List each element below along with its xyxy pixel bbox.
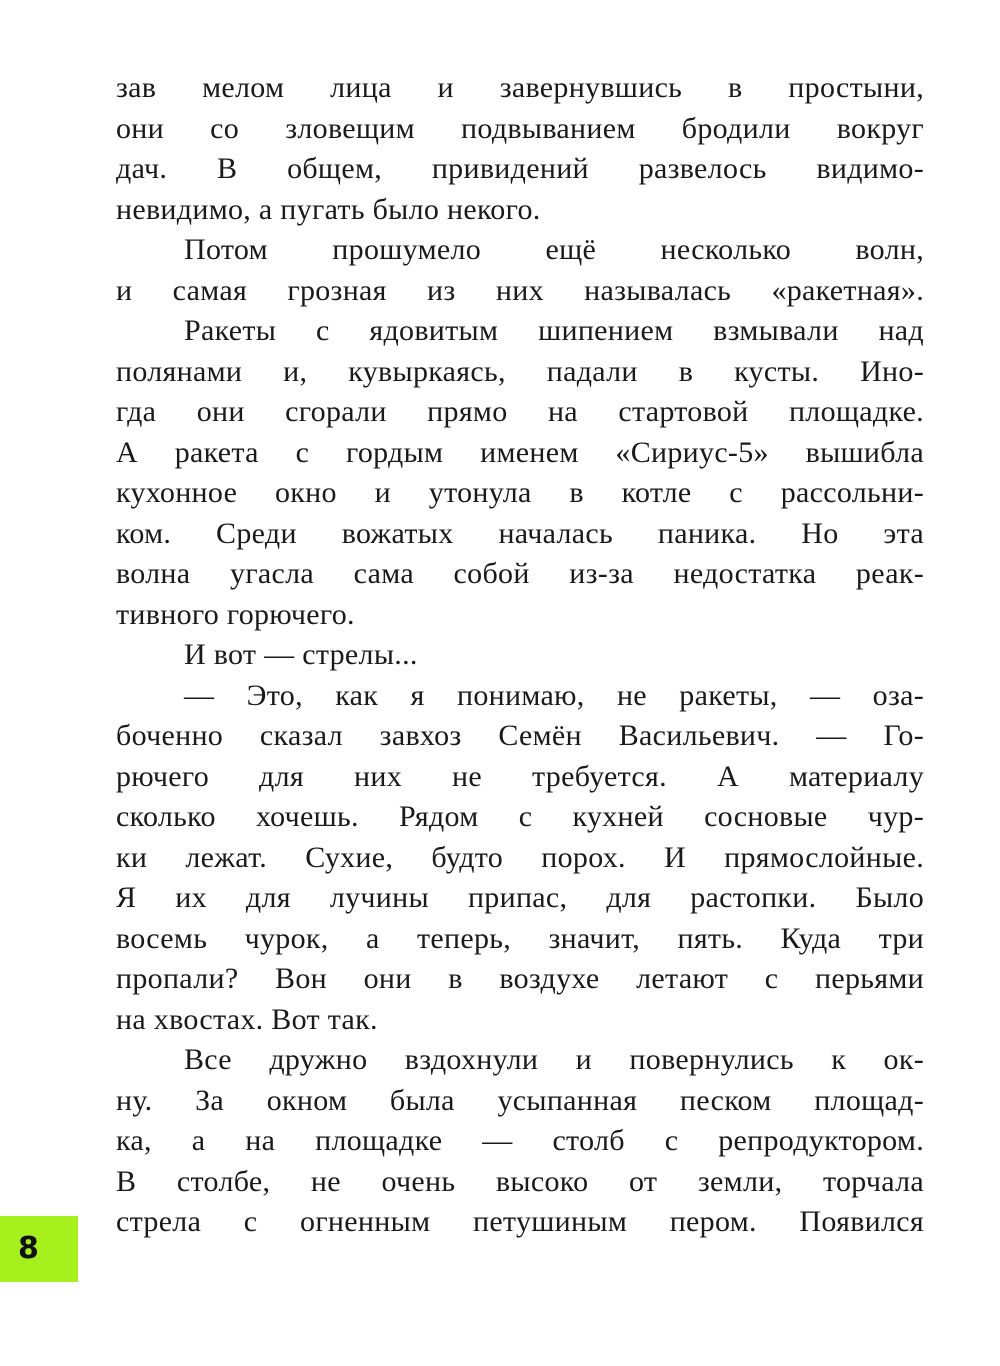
text-line: ком. Среди вожатых началась паника. Но эта (116, 516, 924, 550)
text-line: И вот — стрелы... (184, 638, 418, 671)
text-line: дач. В общем, привидений развелось видимо- (116, 152, 924, 185)
text-line: Все дружно вздохнули и повернулись к ок- (184, 1043, 924, 1076)
text-line: ну. За окном была усыпанная песком площад- (116, 1083, 924, 1117)
text-line: полянами и, кувыркаясь, падали в кусты. Ино- (116, 354, 924, 388)
page-text (116, 68, 924, 1243)
text-line: А ракета с гордым именем «Сириус-5» вышибла (116, 435, 924, 469)
text-line: боченно сказал завхоз Семён Васильевич. — Го- (116, 719, 924, 752)
text-line: ки лежат. Сухие, будто порох. И прямослойные. (116, 840, 924, 874)
text-line: ка, а на площадке — столб с репродуктором. (116, 1124, 924, 1157)
page-number: 8 (18, 1231, 39, 1266)
text-line: на хвостах. Вот так. (116, 1002, 378, 1036)
text-line: пропали? Вон они в воздухе летают с перьями (116, 962, 924, 995)
text-line: В столбе, не очень высоко от земли, торчала (116, 1164, 924, 1198)
text-line: — Это, как я понимаю, не ракеты, — оза- (184, 678, 924, 712)
text-line: зав мелом лица и завернувшись в простыни, (116, 71, 924, 104)
text-line: они со зловещим подвыванием бродили вокруг (116, 111, 924, 145)
text-line: тивного горючего. (116, 597, 355, 631)
text-line: рючего для них не требуется. А материалу (116, 759, 924, 793)
page-number-badge (0, 1216, 78, 1282)
text-line: Ракеты с ядовитым шипением взмывали над (184, 314, 924, 347)
text-line: и самая грозная из них называлась «ракетная». (116, 273, 924, 307)
text-line: волна угасла сама собой из-за недостатка реак- (116, 557, 924, 590)
text-line: кухонное окно и утонула в котле с рассольни- (116, 476, 924, 509)
text-line: Потом прошумело ещё несколько волн, (184, 233, 924, 266)
text-line: стрела с огненным петушиным пером. Появился (116, 1205, 924, 1238)
text-line: гда они сгорали прямо на стартовой площадке. (116, 395, 924, 428)
text-line: восемь чурок, а теперь, значит, пять. Куда три (116, 921, 924, 955)
text-line: невидимо, а пугать было некого. (116, 192, 541, 226)
text-line: сколько хочешь. Рядом с кухней сосновые чур- (116, 800, 924, 833)
text-line: Я их для лучины припас, для растопки. Было (116, 881, 924, 914)
